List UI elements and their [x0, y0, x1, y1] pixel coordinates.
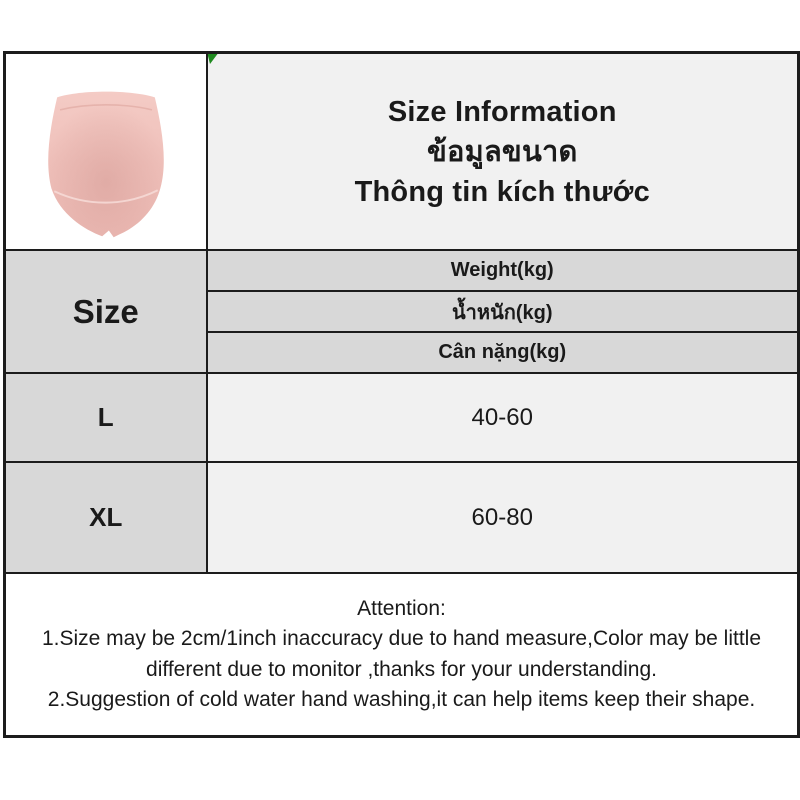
title-line-vi: Thông tin kích thước: [354, 175, 650, 208]
attention-heading: Attention:: [357, 596, 446, 620]
size-corner-header: Size: [5, 250, 207, 373]
panties-product-image: [34, 84, 178, 242]
weight-header-th: น้ำหนัก(kg): [207, 291, 799, 332]
weight-value-xl: 60-80: [207, 462, 799, 573]
header-row-en: [5, 250, 799, 291]
title-cell: [207, 53, 799, 251]
title-line-th: ข้อมูลขนาด: [427, 135, 578, 168]
title-line-en: Size Information: [387, 95, 617, 128]
attention-note-2: 2.Suggestion of cold water hand washing,it can help items keep their shape.: [47, 688, 756, 711]
size-label-l: L: [5, 373, 207, 462]
weight-value-l: 40-60: [207, 373, 799, 462]
green-corner-flag-icon: [208, 54, 218, 64]
table-row-xl: [5, 462, 799, 573]
product-image-cell: [5, 53, 207, 251]
weight-header-vi: Cân nặng(kg): [207, 332, 799, 373]
attention-row: [5, 573, 799, 737]
title-row: [5, 53, 799, 251]
attention-cell: [5, 573, 799, 737]
size-chart-table: [3, 51, 800, 738]
table-row-l: [5, 373, 799, 462]
attention-note-1: 1.Size may be 2cm/1inch inaccuracy due to hand measure,Color may be little different due to monitor ,thanks for your understanding.: [41, 627, 762, 681]
size-label-xl: XL: [5, 462, 207, 573]
weight-header-en: Weight(kg): [207, 250, 799, 291]
